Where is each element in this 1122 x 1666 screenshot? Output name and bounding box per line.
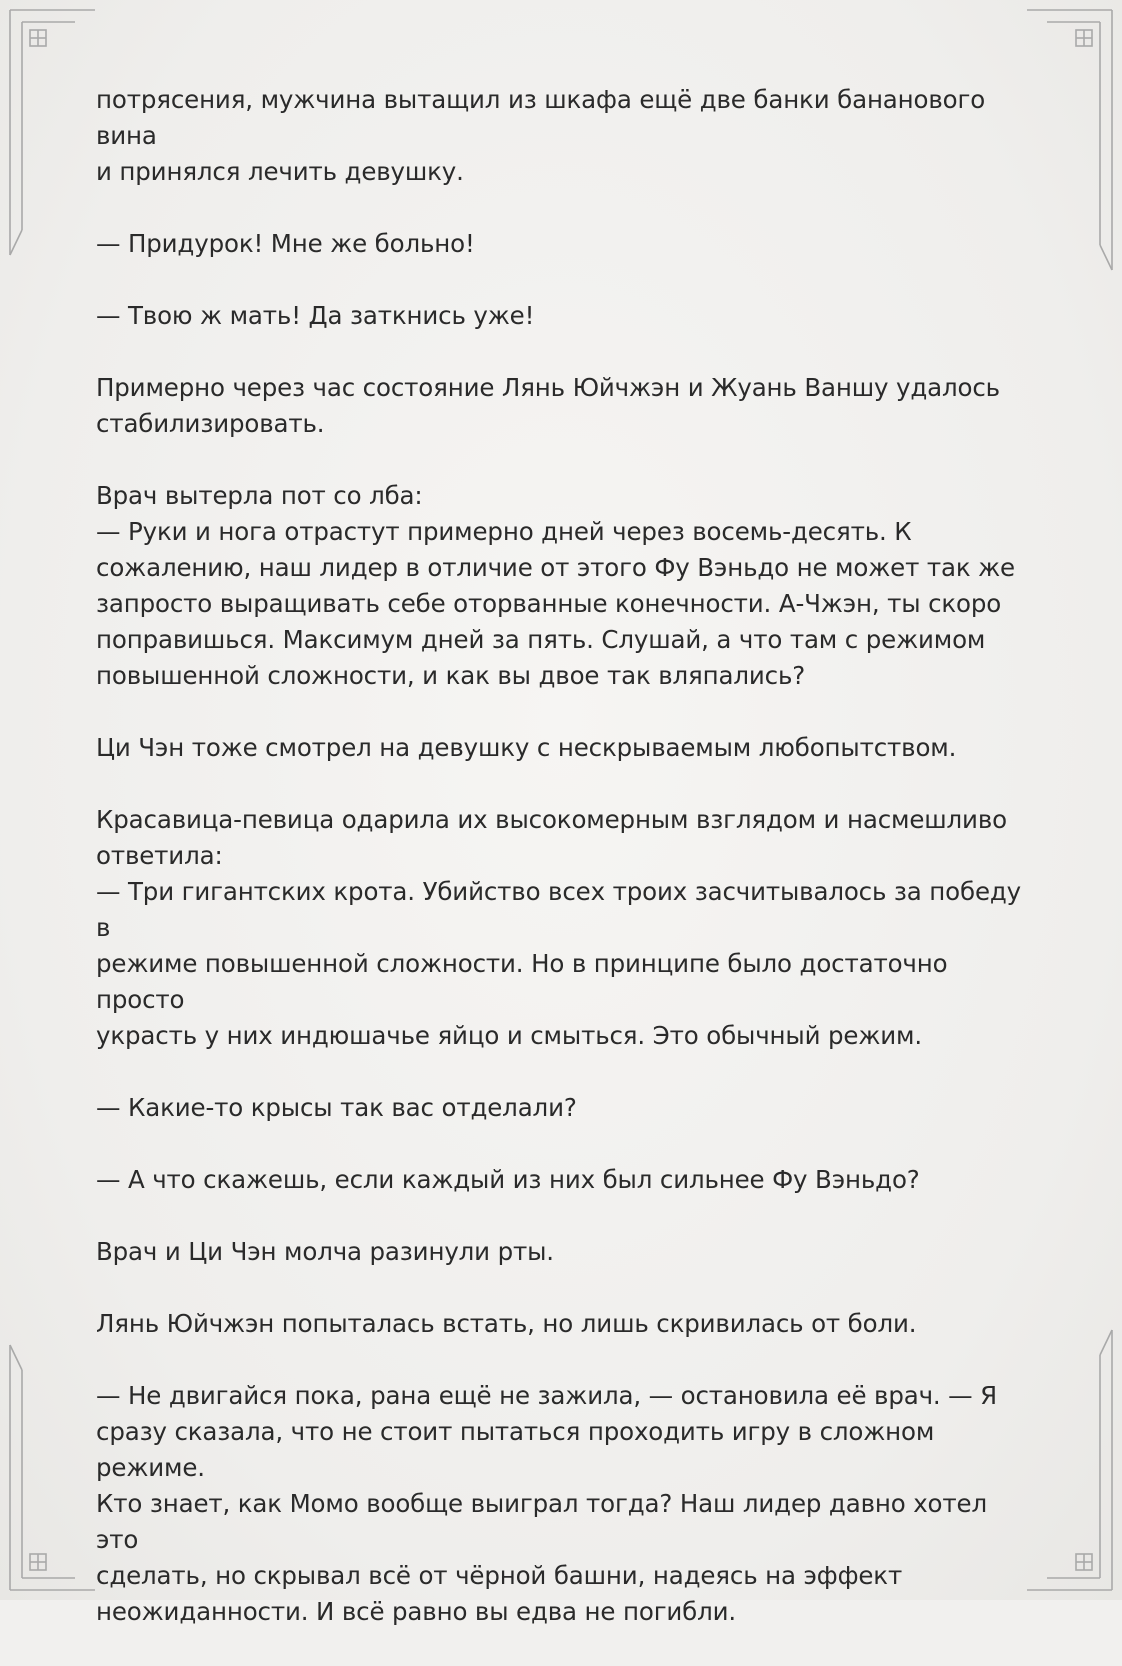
paragraph: — Твою ж мать! Да заткнись уже! xyxy=(96,301,535,330)
paragraph: — Придурок! Мне же больно! xyxy=(96,229,475,258)
paragraph: Красавица-певица одарила их высокомерным взглядом и насмешливо ответила: — Три гигантских крота. Убийство всех троих засчитывалось за победу в режиме повышенной сложности. Но в принципе было достаточно просто украсть у них индюшачье яйцо и смыться. Это обычный режим. xyxy=(96,805,1022,1050)
document-body xyxy=(96,82,1036,1666)
paragraph: — Не двигайся пока, рана ещё не зажила, — остановила её врач. — Я сразу сказала, что не стоит пытаться проходить игру в сложном режиме. Кто знает, как Момо вообще выиграл тогда? Наш лидер давно хотел это сделать, но скрывал всё от чёрной башни, надеясь на эффект неожиданности. И всё равно вы едва не погибли. xyxy=(96,1381,998,1626)
paragraph: потрясения, мужчина вытащил из шкафа ещё две банки бананового вина и принялся лечить девушку. xyxy=(96,85,986,186)
corner-ornament-bottom-left xyxy=(10,1345,95,1590)
corner-ornament-top-left xyxy=(10,10,95,255)
paragraph: Лянь Юйчжэн попыталась встать, но лишь скривилась от боли. xyxy=(96,1309,917,1338)
paragraph: — А что скажешь, если каждый из них был сильнее Фу Вэньдо? xyxy=(96,1165,920,1194)
paragraph: Врач вытерла пот со лба: — Руки и нога отрастут примерно дней через восемь-десять. К сожалению, наш лидер в отличие от этого Фу Вэньдо не может так же запросто выращивать себе оторванные конечности. А-Чжэн, ты скоро поправишься. Максимум дней за пять. Слушай, а что там с режимом повышенной сложности, и как вы двое так вляпались? xyxy=(96,481,1015,690)
corner-ornament-top-right xyxy=(1027,10,1112,270)
paragraph: — Какие-то крысы так вас отделали? xyxy=(96,1093,577,1122)
paragraph: Ци Чэн тоже смотрел на девушку с нескрываемым любопытством. xyxy=(96,733,957,762)
paragraph: Врач и Ци Чэн молча разинули рты. xyxy=(96,1237,554,1266)
corner-ornament-bottom-right xyxy=(1027,1330,1112,1590)
paragraph: Примерно через час состояние Лянь Юйчжэн и Жуань Ваншу удалось стабилизировать. xyxy=(96,373,1000,438)
